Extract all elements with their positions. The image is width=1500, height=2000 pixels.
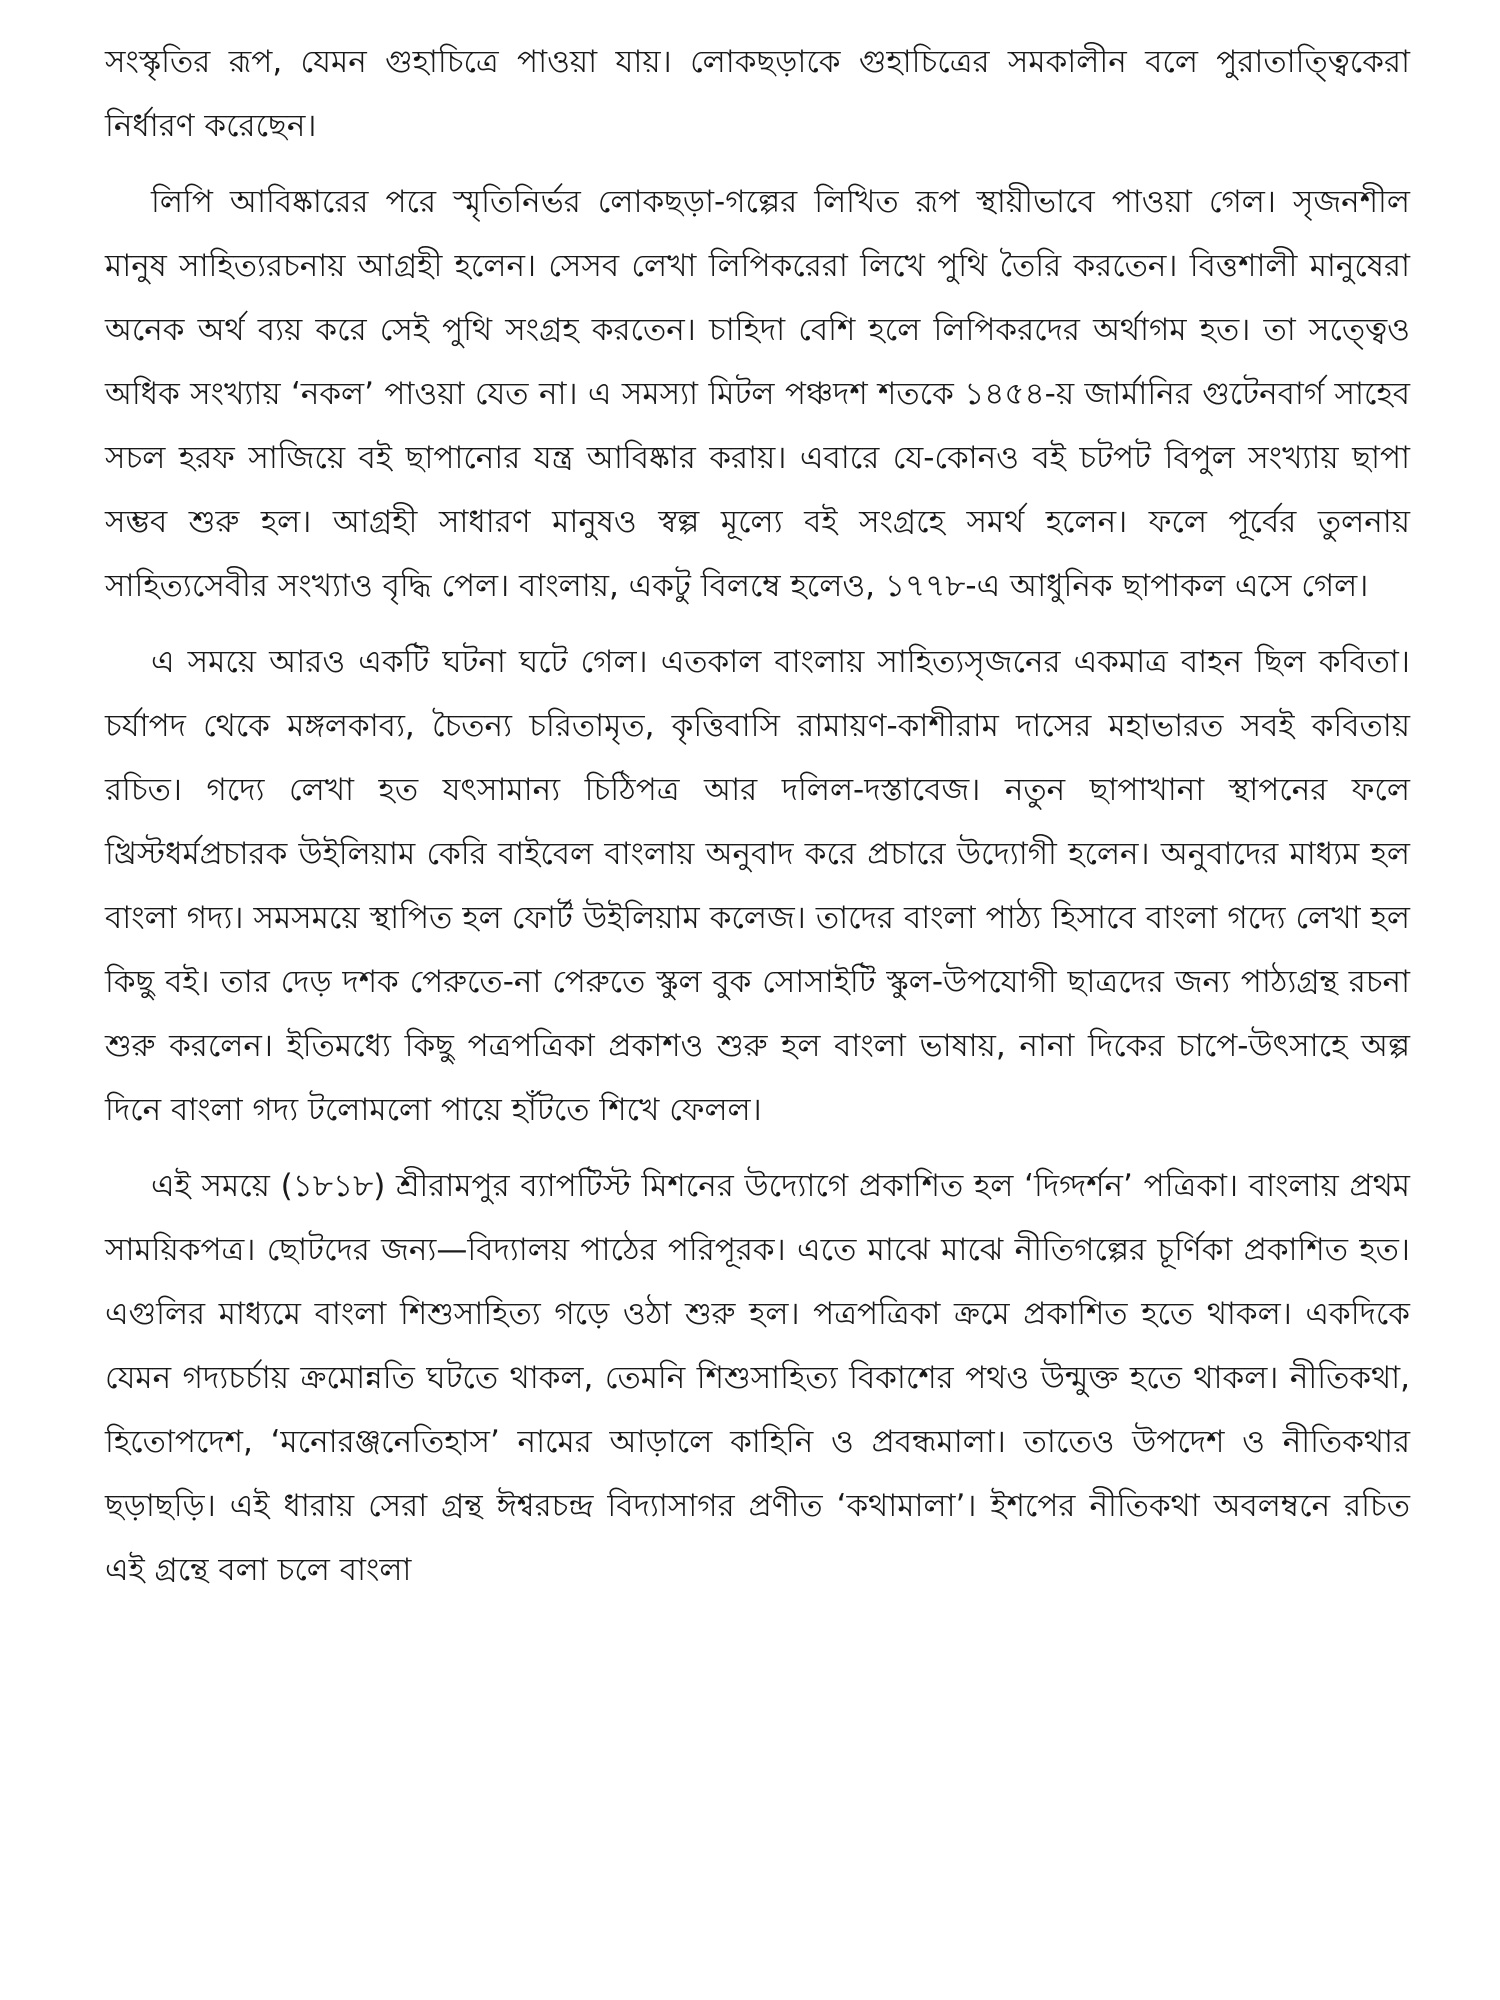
paragraph-2: লিপি আবিষ্কারের পরে স্মৃতিনির্ভর লোকছড়া-গল্পের লিখিত রূপ স্থায়ীভাবে পাওয়া গেল। সৃজনশীল মানুষ সাহিত্যরচনায় আগ্রহী হলেন। সেসব লেখা লিপিকরেরা লিখে পুথি তৈরি করতেন। বিত্তশালী মানুষেরা অনেক অর্থ ব্যয় করে সেই পুথি সংগ্রহ করতেন। চাহিদা বেশি হলে লিপিকরদের অর্থাগম হত। তা সত্ত্বেও অধিক সংখ্যায় ‘নকল’ পাওয়া যেত না। এ সমস্যা মিটল পঞ্চদশ শতকে ১৪৫৪-য় জার্মানির গুটেনবার্গ সাহেব সচল হরফ সাজিয়ে বই ছাপানোর যন্ত্র আবিষ্কার করায়। এবারে যে-কোনও বই চটপট বিপুল সংখ্যায় ছাপা সম্ভব শুরু হল। আগ্রহী সাধারণ মানুষও স্বল্প মূল্যে বই সংগ্রহে সমর্থ হলেন। ফলে পূর্বের তুলনায় সাহিত্যসেবীর সংখ্যাও বৃদ্ধি পেল। বাংলায়, একটু বিলম্বে হলেও, ১৭৭৮-এ আধুনিক ছাপাকল এসে গেল।: [105, 184, 1410, 604]
paragraph-4: এই সময়ে (১৮১৮) শ্রীরামপুর ব্যাপটিস্ট মিশনের উদ্যোগে প্রকাশিত হল ‘দিগ্দর্শন’ পত্রিকা। বাংলায় প্রথম সাময়িকপত্র। ছোটদের জন্য—বিদ্যালয় পাঠের পরিপূরক। এতে মাঝে মাঝে নীতিগল্পের চূর্ণিকা প্রকাশিত হত। এগুলির মাধ্যমে বাংলা শিশুসাহিত্য গড়ে ওঠা শুরু হল। পত্রপত্রিকা ক্রমে প্রকাশিত হতে থাকল। একদিকে যেমন গদ্যচর্চায় ক্রমোন্নতি ঘটতে থাকল, তেমনি শিশুসাহিত্য বিকাশের পথও উন্মুক্ত হতে থাকল। নীতিকথা, হিতোপদেশ, ‘মনোরঞ্জনেতিহাস’ নামের আড়ালে কাহিনি ও প্রবন্ধমালা। তাতেও উপদেশ ও নীতিকথার ছড়াছড়ি। এই ধারায় সেরা গ্রন্থ ঈশ্বরচন্দ্র বিদ্যাসাগর প্রণীত ‘কথামালা’। ইশপের নীতিকথা অবলম্বনে রচিত এই গ্রন্থে বলা চলে বাংলা: [105, 1168, 1410, 1588]
paragraph-1: সংস্কৃতির রূপ, যেমন গুহাচিত্রে পাওয়া যায়। লোকছড়াকে গুহাচিত্রের সমকালীন বলে পুরাতাত্ত্বিকেরা নির্ধারণ করেছেন।: [105, 44, 1410, 144]
paragraph-3: এ সময়ে আরও একটি ঘটনা ঘটে গেল। এতকাল বাংলায় সাহিত্যসৃজনের একমাত্র বাহন ছিল কবিতা। চর্যাপদ থেকে মঙ্গলকাব্য, চৈতন্য চরিতামৃত, কৃত্তিবাসি রামায়ণ-কাশীরাম দাসের মহাভারত সবই কবিতায় রচিত। গদ্যে লেখা হত যৎসামান্য চিঠিপত্র আর দলিল-দস্তাবেজ। নতুন ছাপাখানা স্থাপনের ফলে খ্রিস্টধর্মপ্রচারক উইলিয়াম কেরি বাইবেল বাংলায় অনুবাদ করে প্রচারে উদ্যোগী হলেন। অনুবাদের মাধ্যম হল বাংলা গদ্য। সমসময়ে স্থাপিত হল ফোর্ট উইলিয়াম কলেজ। তাদের বাংলা পাঠ্য হিসাবে বাংলা গদ্যে লেখা হল কিছু বই। তার দেড় দশক পেরুতে-না পেরুতে স্কুল বুক সোসাইটি স্কুল-উপযোগী ছাত্রদের জন্য পাঠ্যগ্রন্থ রচনা শুরু করলেন। ইতিমধ্যে কিছু পত্রপত্রিকা প্রকাশও শুরু হল বাংলা ভাষায়, নানা দিকের চাপে-উৎসাহে অল্প দিনে বাংলা গদ্য টলোমলো পায়ে হাঁটতে শিখে ফেলল।: [105, 644, 1411, 1128]
document-page: [105, 30, 1410, 1614]
